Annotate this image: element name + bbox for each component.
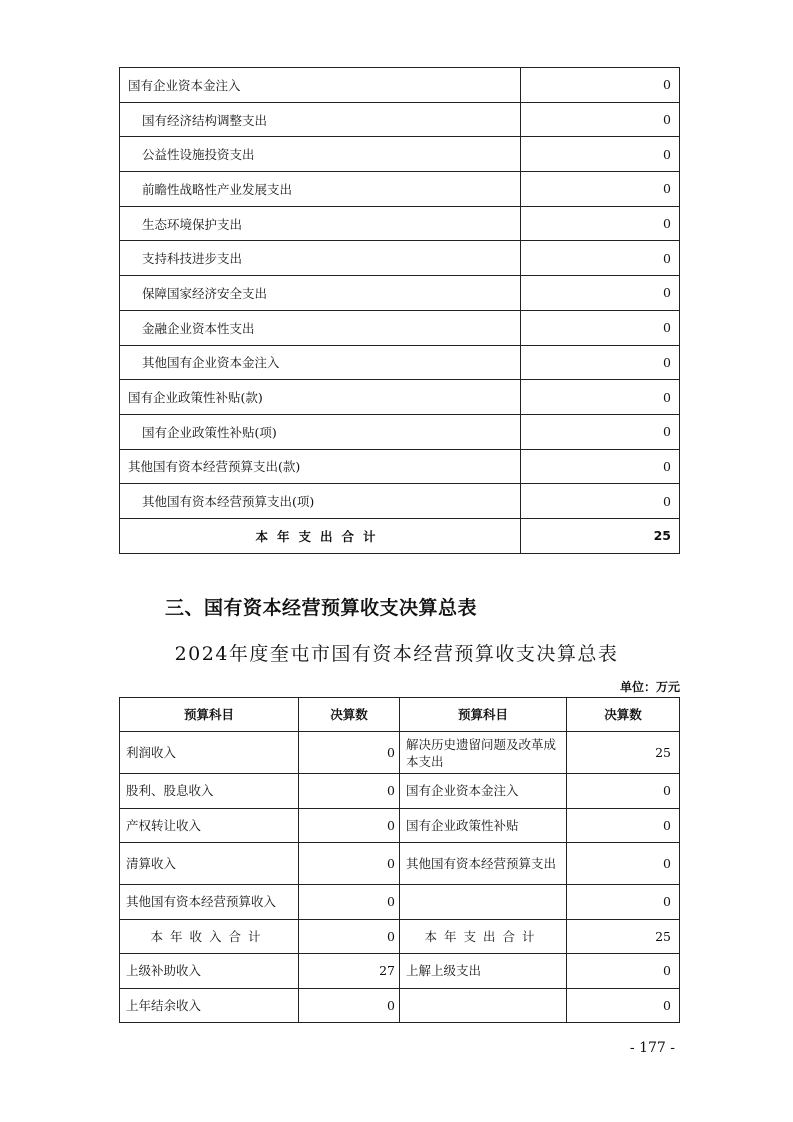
expense-value: 25 bbox=[567, 732, 680, 774]
table-row bbox=[120, 276, 680, 311]
expense-item bbox=[400, 885, 567, 920]
table-row bbox=[120, 137, 680, 172]
row-value: 0 bbox=[521, 241, 680, 276]
expense-item: 国有企业资本金注入 bbox=[400, 774, 567, 809]
table-row bbox=[120, 414, 680, 449]
row-label: 其他国有资本经营预算支出(项) bbox=[120, 484, 521, 519]
table-title: 2024年度奎屯市国有资本经营预算收支决算总表 bbox=[174, 643, 619, 665]
table-row bbox=[120, 843, 680, 885]
row-value: 0 bbox=[521, 137, 680, 172]
income-item: 清算收入 bbox=[120, 843, 299, 885]
row-label: 其他国有资本经营预算支出(款) bbox=[120, 449, 521, 484]
table-row bbox=[120, 68, 680, 103]
expense-value: 0 bbox=[567, 808, 680, 843]
income-value: 0 bbox=[299, 843, 400, 885]
table-row bbox=[120, 449, 680, 484]
table-row bbox=[120, 774, 680, 809]
header-income-item: 预算科目 bbox=[120, 698, 299, 732]
row-value: 0 bbox=[521, 102, 680, 137]
income-value: 0 bbox=[299, 988, 400, 1023]
row-label: 支持科技进步支出 bbox=[120, 241, 521, 276]
income-item: 利润收入 bbox=[120, 732, 299, 774]
row-label: 国有经济结构调整支出 bbox=[120, 102, 521, 137]
header-expense-value: 决算数 bbox=[567, 698, 680, 732]
expense-value: 0 bbox=[567, 843, 680, 885]
expense-value: 0 bbox=[567, 774, 680, 809]
table-row bbox=[120, 310, 680, 345]
row-label: 生态环境保护支出 bbox=[120, 206, 521, 241]
table-row bbox=[120, 241, 680, 276]
income-value: 0 bbox=[299, 885, 400, 920]
income-item: 产权转让收入 bbox=[120, 808, 299, 843]
expense-item: 其他国有资本经营预算支出 bbox=[400, 843, 567, 885]
summary-table bbox=[119, 697, 680, 1023]
expense-item: 国有企业政策性补贴 bbox=[400, 808, 567, 843]
total-label: 本年支出合计 bbox=[120, 518, 521, 553]
row-value: 0 bbox=[521, 172, 680, 207]
expense-total-label: 本年支出合计 bbox=[400, 919, 567, 954]
row-label: 国有企业政策性补贴(项) bbox=[120, 414, 521, 449]
expense-value: 0 bbox=[567, 954, 680, 989]
header-expense-item: 预算科目 bbox=[400, 698, 567, 732]
row-label: 公益性设施投资支出 bbox=[120, 137, 521, 172]
expense-item: 解决历史遗留问题及改革成本支出 bbox=[400, 732, 567, 774]
total-value: 25 bbox=[521, 518, 680, 553]
subtotal-row bbox=[120, 919, 680, 954]
header-income-value: 决算数 bbox=[299, 698, 400, 732]
expense-item bbox=[400, 988, 567, 1023]
table-row bbox=[120, 808, 680, 843]
row-value: 0 bbox=[521, 380, 680, 415]
row-value: 0 bbox=[521, 206, 680, 241]
table-row bbox=[120, 484, 680, 519]
unit-label: 单位：万元 bbox=[619, 680, 680, 694]
row-value: 0 bbox=[521, 449, 680, 484]
income-total-label: 本年收入合计 bbox=[120, 919, 299, 954]
expense-total-value: 25 bbox=[567, 919, 680, 954]
row-value: 0 bbox=[521, 310, 680, 345]
row-value: 0 bbox=[521, 484, 680, 519]
page-number: - 177 - bbox=[629, 1040, 675, 1056]
header-row bbox=[120, 698, 680, 732]
table-row bbox=[120, 885, 680, 920]
table-row bbox=[120, 206, 680, 241]
income-value: 0 bbox=[299, 808, 400, 843]
expense-value: 0 bbox=[567, 885, 680, 920]
row-label: 金融企业资本性支出 bbox=[120, 310, 521, 345]
row-value: 0 bbox=[521, 276, 680, 311]
income-item: 上级补助收入 bbox=[120, 954, 299, 989]
expense-item: 上解上级支出 bbox=[400, 954, 567, 989]
total-row bbox=[120, 518, 680, 553]
income-value: 0 bbox=[299, 774, 400, 809]
row-value: 0 bbox=[521, 414, 680, 449]
income-item: 股利、股息收入 bbox=[120, 774, 299, 809]
table-row bbox=[120, 988, 680, 1023]
table-row bbox=[120, 345, 680, 380]
row-label: 前瞻性战略性产业发展支出 bbox=[120, 172, 521, 207]
income-item: 其他国有资本经营预算收入 bbox=[120, 885, 299, 920]
table-row bbox=[120, 172, 680, 207]
table-row bbox=[120, 102, 680, 137]
expense-value: 0 bbox=[567, 988, 680, 1023]
row-value: 0 bbox=[521, 68, 680, 103]
row-label: 国有企业资本金注入 bbox=[120, 68, 521, 103]
table-row bbox=[120, 954, 680, 989]
expense-detail-table bbox=[119, 67, 680, 554]
section-heading: 三、国有资本经营预算收支决算总表 bbox=[165, 597, 478, 619]
income-total-value: 0 bbox=[299, 919, 400, 954]
income-value: 0 bbox=[299, 732, 400, 774]
table-row bbox=[120, 380, 680, 415]
income-item: 上年结余收入 bbox=[120, 988, 299, 1023]
table-row bbox=[120, 732, 680, 774]
income-value: 27 bbox=[299, 954, 400, 989]
row-label: 保障国家经济安全支出 bbox=[120, 276, 521, 311]
row-label: 国有企业政策性补贴(款) bbox=[120, 380, 521, 415]
row-value: 0 bbox=[521, 345, 680, 380]
row-label: 其他国有企业资本金注入 bbox=[120, 345, 521, 380]
